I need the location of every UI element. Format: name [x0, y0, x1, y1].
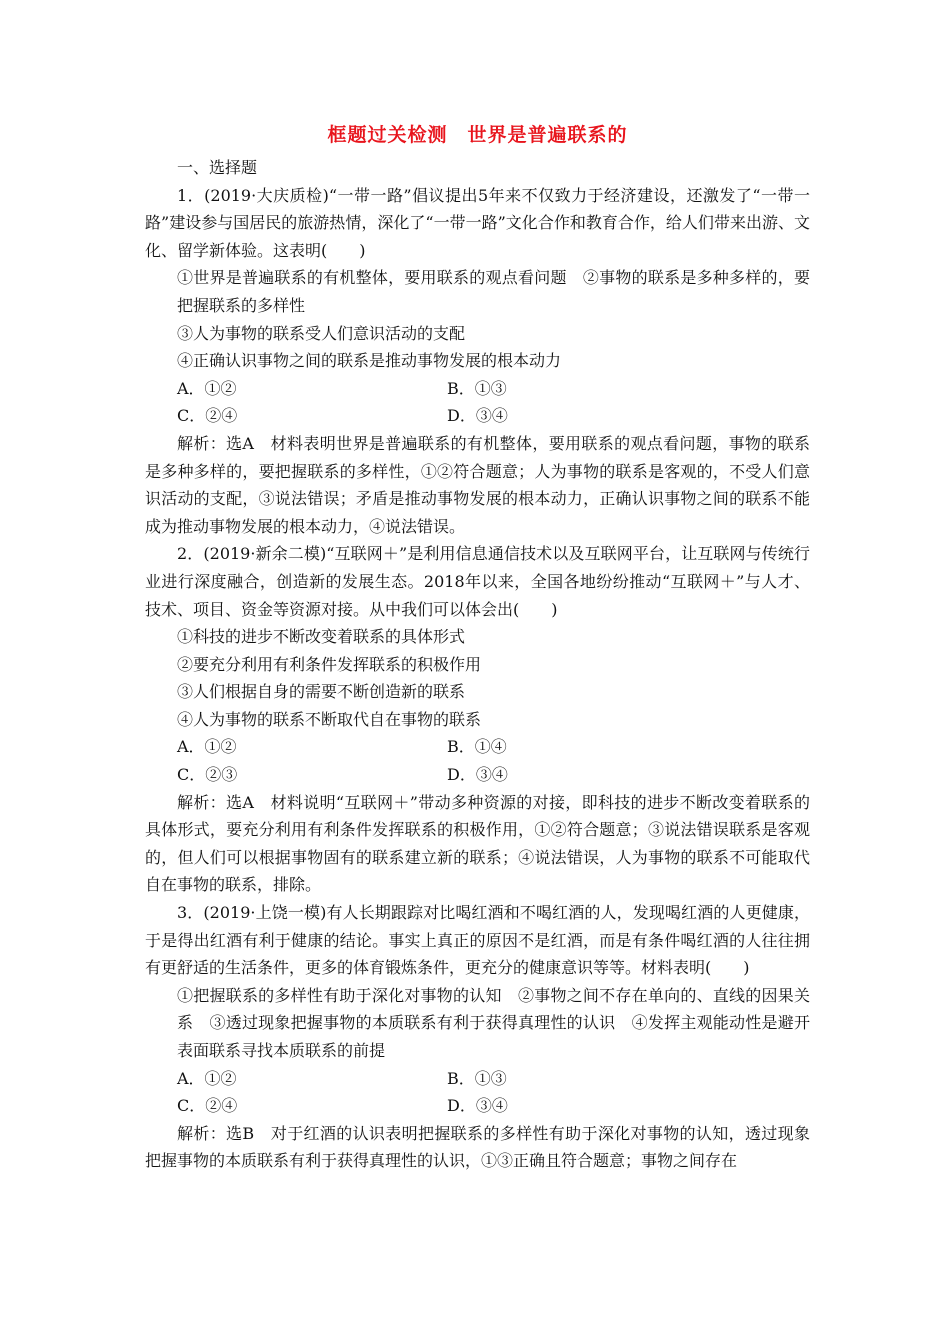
choice-c: C．②④ — [177, 1096, 238, 1116]
document-page — [145, 122, 810, 1175]
choice-row — [145, 375, 810, 403]
choice-row — [145, 1092, 810, 1120]
choice-row — [145, 1065, 810, 1093]
statement: ③人们根据自身的需要不断创造新的联系 — [177, 682, 466, 702]
choice-row — [145, 402, 810, 430]
choice-row — [145, 733, 810, 761]
choice-a: A．①② — [177, 378, 237, 398]
analysis: 解析：选A 材料表明世界是普遍联系的有机整体，要用联系的观点看问题，事物的联系是多种多样的，要把握联系的多样性，①②符合题意；人为事物的联系是客观的，不受人们意识活动的支配，③说法错误；矛盾是推动事物发展的根本动力，正确认识事物之间的联系不能成为推动事物发展的根本动力，④说法错误。 — [145, 433, 810, 536]
choice-d: D．③④ — [447, 1096, 508, 1116]
statement: ①科技的进步不断改变着联系的具体形式 — [177, 627, 466, 647]
choice-a: A．①② — [177, 1068, 237, 1088]
statement: ②要充分利用有利条件发挥联系的积极作用 — [177, 654, 482, 674]
statement: ①世界是普遍联系的有机整体，要用联系的观点看问题 ②事物的联系是多种多样的，要把握联系的多样性 — [177, 268, 810, 315]
choice-b: B．①③ — [447, 378, 507, 398]
choice-b: B．①③ — [447, 1068, 507, 1088]
section-heading: 一、选择题 — [177, 158, 258, 177]
page-title: 框题过关检测 世界是普遍联系的 — [327, 124, 628, 146]
statement: ①把握联系的多样性有助于深化对事物的认知 ②事物之间不存在单向的、直线的因果关系 ③透过现象把握事物的本质联系有利于获得真理性的认识 ④发挥主观能动性是避开表面联系寻找本质联系的前提 — [177, 985, 810, 1060]
statement: ④人为事物的联系不断取代自在事物的联系 — [177, 709, 482, 729]
choice-b: B．①④ — [447, 737, 507, 757]
analysis: 解析：选A 材料说明“互联网＋”带动多种资源的对接，即科技的进步不断改变着联系的具体形式，要充分利用有利条件发挥联系的积极作用，①②符合题意；③说法错误联系是客观的，但人们可以根据事物固有的联系建立新的联系；④说法错误，人为事物的联系不可能取代自在事物的联系，排除。 — [145, 792, 810, 895]
analysis: 解析：选B 对于红酒的认识表明把握联系的多样性有助于深化对事物的认知，透过现象把握事物的本质联系有利于获得真理性的认识，①③正确且符合题意；事物之间存在 — [145, 1123, 810, 1171]
question-2 — [145, 540, 810, 899]
choice-d: D．③④ — [447, 406, 508, 426]
question-stem: 1．(2019·大庆质检)“一带一路”倡议提出5年来不仅致力于经济建设，还激发了“一带一路”建设参与国居民的旅游热情，深化了“一带一路”文化合作和教育合作，给人们带来出游、文化、留学新体验。这表明( ) — [145, 185, 810, 260]
question-stem: 3．(2019·上饶一模)有人长期跟踪对比喝红酒和不喝红酒的人，发现喝红酒的人更健康，于是得出红酒有利于健康的结论。事实上真正的原因不是红酒，而是有条件喝红酒的人往往拥有更舒适的生活条件，更多的体育锻炼条件，更充分的健康意识等等。材料表明( ) — [145, 903, 810, 978]
question-3 — [145, 899, 810, 1175]
question-stem: 2．(2019·新余二模)“互联网＋”是利用信息通信技术以及互联网平台，让互联网与传统行业进行深度融合，创造新的发展生态。2018年以来，全国各地纷纷推动“互联网＋”与人才、技术、项目、资金等资源对接。从中我们可以体会出( ) — [145, 544, 810, 619]
choice-c: C．②④ — [177, 406, 238, 426]
question-1 — [145, 182, 810, 541]
choice-d: D．③④ — [447, 765, 508, 785]
statement: ③人为事物的联系受人们意识活动的支配 — [177, 323, 466, 343]
choice-a: A．①② — [177, 737, 237, 757]
choice-row — [145, 761, 810, 789]
choice-c: C．②③ — [177, 765, 238, 785]
statement: ④正确认识事物之间的联系是推动事物发展的根本动力 — [177, 351, 562, 371]
